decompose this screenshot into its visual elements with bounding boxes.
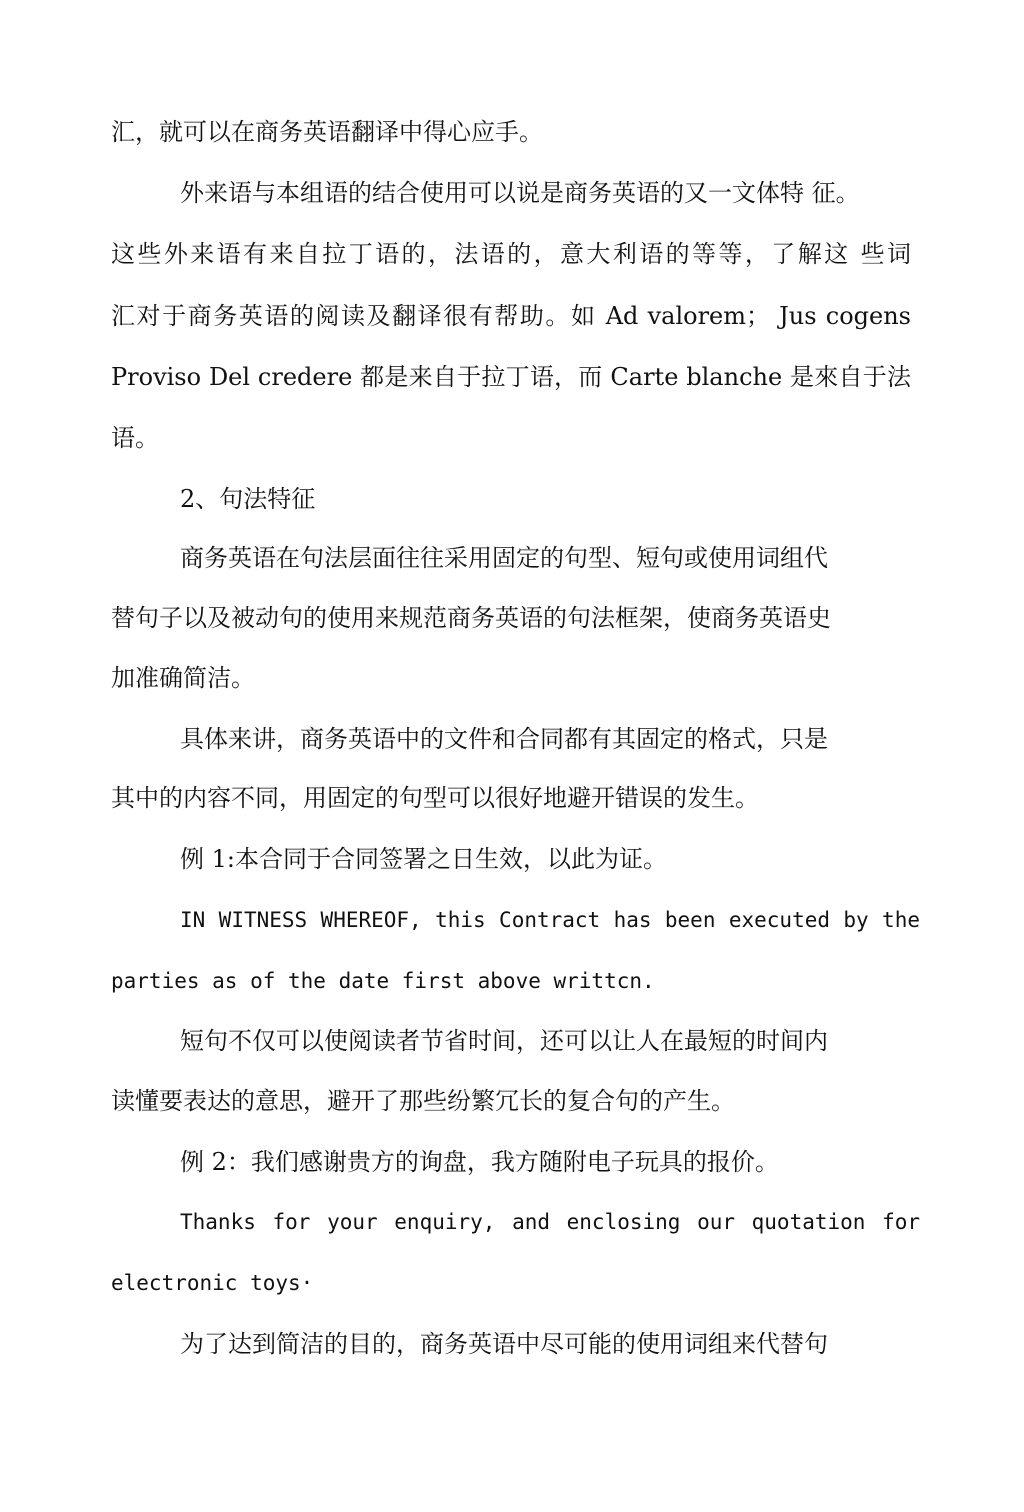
text-line: 汇，就可以在商务英语翻译中得心应手。 — [111, 118, 543, 146]
text-line: 语。 — [111, 424, 159, 452]
text-line: 加准确简洁。 — [111, 664, 255, 692]
english-example-line: electronic toys· — [111, 1271, 314, 1295]
text-line: 短句不仅可以使阅读者节省时间，还可以让人在最短的时间内 — [180, 1027, 828, 1055]
english-example-line: Thanks for your enquiry, and enclosing our quotation for — [180, 1210, 920, 1234]
text-line: 读懂要表达的意思，避开了那些纷繁冗长的复合句的产生。 — [111, 1087, 735, 1115]
example-label: 例 1:本合同于合同签署之日生效，以此为证。 — [180, 845, 667, 873]
example-label: 例 2：我们感谢贵方的询盘，我方随附电子玩具的报价。 — [180, 1148, 779, 1176]
text-line: Proviso Del credere 都是来自于拉丁语，而 Carte blanche 是來自于法 — [111, 363, 911, 391]
text-line: 汇对于商务英语的阅读及翻译很有帮助。如 Ad valorem； Jus cogens — [111, 302, 911, 330]
text-line: 具体来讲，商务英语中的文件和合同都有其固定的格式，只是 — [180, 725, 828, 753]
english-example-line: IN WITNESS WHEREOF, this Contract has been executed by the — [180, 908, 920, 932]
text-line: 为了达到简洁的目的，商务英语中尽可能的使用词组来代替句 — [180, 1330, 828, 1358]
english-example-line: parties as of the date first above writtcn. — [111, 969, 655, 993]
text-line: 外来语与本组语的结合使用可以说是商务英语的又一文体特 征。 — [180, 179, 860, 207]
text-line: 其中的内容不同，用固定的句型可以很好地避开错误的发生。 — [111, 784, 759, 812]
section-heading: 2、句法特征 — [180, 485, 316, 513]
text-line: 这些外来语有来自拉丁语的，法语的，意大利语的等等，了解这 些词 — [111, 240, 911, 268]
text-line: 替句子以及被动句的使用来规范商务英语的句法框架，使商务英语史 — [111, 604, 831, 632]
text-line: 商务英语在句法层面往往采用固定的句型、短句或使用词组代 — [180, 544, 828, 572]
